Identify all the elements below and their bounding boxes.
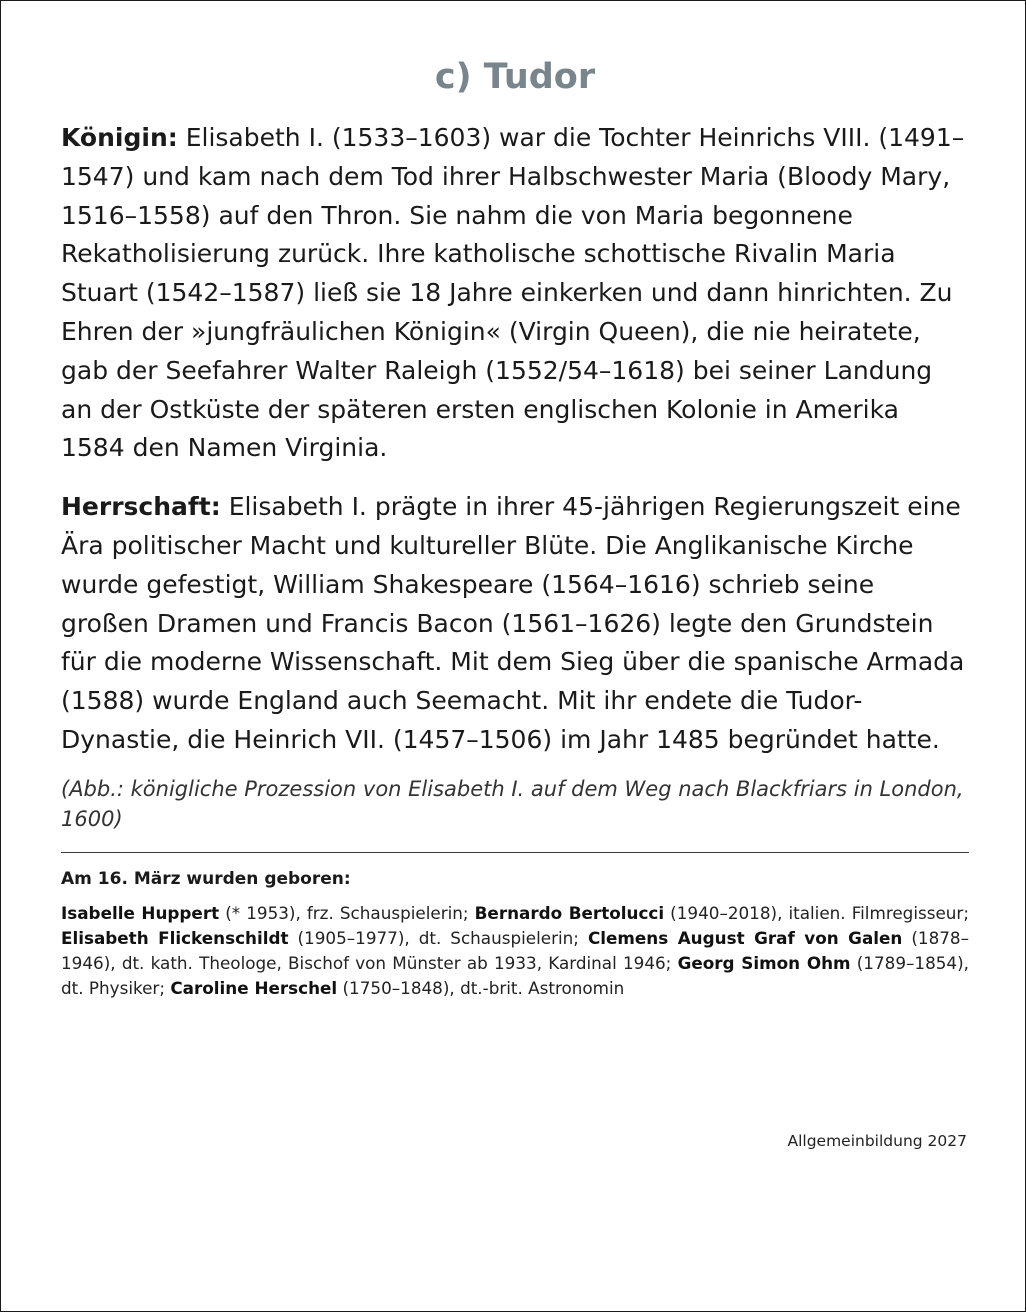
born-desc: (1750–1848), dt.-brit. Astronomin	[337, 977, 625, 998]
paragraph-lead: Königin:	[61, 123, 178, 152]
page-content	[61, 1, 969, 1001]
born-name: Caroline Herschel	[170, 977, 338, 998]
paragraph-lead: Herrschaft:	[61, 492, 221, 522]
paragraph-text: Elisabeth I. prägte in ihrer 45-jährigen Regierungszeit eine Ära politischer Macht und kultureller Blüte. Die Anglikanische Kirche wurde gefestigt, William Shakespeare (1564–1616) schrieb seine großen Dramen und Francis Bacon (1561–1626) legte den Grundstein für die moderne Wissenschaft. Mit dem Sieg über die spanische Armada (1588) wurde England auch Seemacht. Mit ihr endete die Tudor-Dynastie, die Heinrich VII. (1457–1506) im Jahr 1485 begründet hatte.	[61, 492, 965, 754]
born-name: Bernardo Bertolucci	[474, 902, 665, 923]
born-name: Clemens August Graf von Galen	[587, 927, 903, 948]
born-desc: (* 1953), frz. Schauspielerin;	[219, 902, 475, 923]
image-caption: (Abb.: königliche Prozession von Elisabeth I. auf dem Weg nach Blackfriars in London, 1600)	[61, 776, 964, 831]
paragraph-herrschaft	[61, 488, 969, 760]
paragraph-text: Elisabeth I. (1533–1603) war die Tochter Heinrichs VIII. (1491–1547) und kam nach dem Tod ihrer Halbschwester Maria (Bloody Mary, 1516–1558) auf den Thron. Sie nahm die von Maria begonnene Rekatholisierung zurück. Ihre katholische schottische Rivalin Maria Stuart (1542–1587) ließ sie 18 Jahre einkerken und dann hinrichten. Zu Ehren der »jungfräulichen Königin« (Virgin Queen), die nie heiratete, gab der Seefahrer Walter Raleigh (1552/54–1618) bei seiner Landung an der Ostküste der späteren ersten englischen Kolonie in Amerika 1584 den Namen Virginia.	[61, 123, 965, 463]
born-name: Elisabeth Flickenschildt	[61, 927, 289, 948]
section-divider	[61, 852, 969, 853]
page-title: c) Tudor	[434, 57, 596, 97]
born-desc: (1878–1946), dt. kath. Theologe, Bischof von Münster ab 1933, Kardinal 1946;	[61, 927, 969, 973]
born-desc: (1905–1977), dt. Schauspielerin;	[288, 927, 588, 948]
born-desc: (1940–2018), italien. Filmregisseur;	[664, 902, 969, 923]
born-name: Isabelle Huppert	[61, 902, 220, 923]
page-footer: Allgemeinbildung 2027	[787, 1132, 967, 1150]
born-desc: (1789–1854), dt. Physiker;	[61, 952, 969, 998]
born-name: Georg Simon Ohm	[677, 952, 851, 973]
born-list	[61, 901, 969, 1001]
paragraph-koenigin	[61, 119, 969, 468]
born-heading: Am 16. März wurden geboren:	[61, 868, 351, 889]
